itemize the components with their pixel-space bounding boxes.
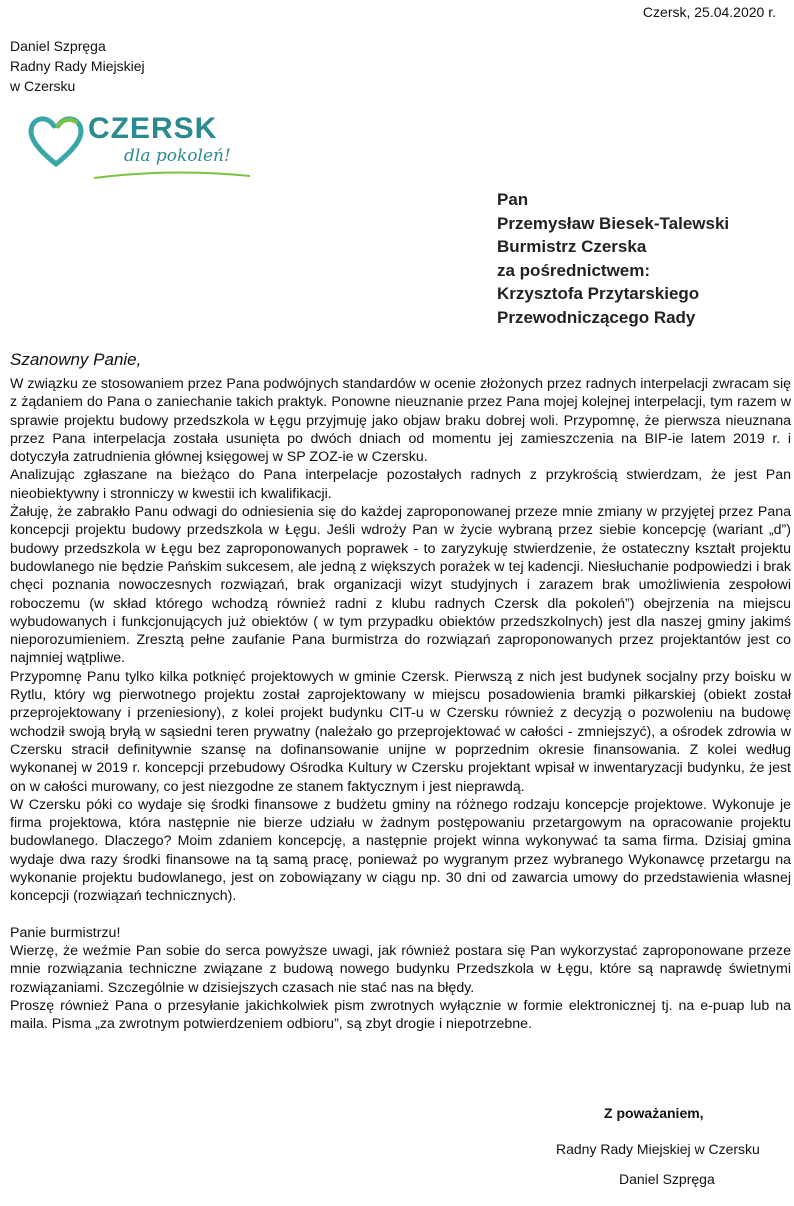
sender-name: Daniel Szpręga	[10, 38, 106, 54]
sender-location: w Czersku	[10, 78, 76, 94]
closing-role: Radny Rady Miejskiej w Czersku	[556, 1141, 760, 1157]
recipient-block	[497, 188, 729, 329]
logo-tagline: dla pokoleń!	[124, 146, 231, 166]
czersk-logo	[26, 110, 246, 180]
body-paragraph: Proszę również Pana o przesyłanie jakichkolwiek pism zwrotnych wyłącznie w formie elektronicznej tj. na e-puap lub na maila. Pisma „za zwrotnym potwierdzeniem odbioru”, są zbyt drogie i niepotrzebne.	[10, 997, 791, 1033]
recipient-line: Pan	[497, 190, 529, 209]
body-paragraph: Wierzę, że weźmie Pan sobie do serca powyższe uwagi, jak również postara się Pan wykorzystać zaproponowane przeze mnie rozwiązania techniczne związane z budową nowego budynku Przedszkola w Łęgu, które są naprawdę świetnymi rozwiązaniami. Szczególnie w dzisiejszych czasach nie stać nas na błędy.	[10, 942, 791, 996]
body-paragraph: W Czersku póki co wydaje się środki finansowe z budżetu gminy na różnego rodzaju koncepcje projektowe. Wykonuje je firma projektowa, która następnie nie bierze udziału w żadnym postępowaniu przetargowym na opracowanie projektu budowlanego. Dlaczego? Moim zdaniem koncepcję, a następnie projekt winna wykonywać ta sama firma. Dzisiaj gmina wydaje dwa razy środki finansowe na tą samą pracę, ponieważ po wygranym przez wybranego Wykonawcę przetargu na wykonanie projektu budowlanego, jest on zobowiązany w ciągu np. 30 dni od zawarcia umowy do przedstawienia własnej koncepcji (rozwiązań technicznych).	[10, 796, 791, 905]
sender-block	[10, 36, 145, 96]
body-paragraph: Analizując zgłaszane na bieżąco do Pana interpelacje pozostałych radnych z przykrością stwierdzam, że jest Pan nieobiektywny i stronniczy w kwestii ich kwalifikacji.	[10, 467, 791, 502]
heart-icon	[26, 114, 86, 170]
signature-name: Daniel Szpręga	[619, 1171, 715, 1187]
recipient-line: Przewodniczącego Rady	[497, 307, 696, 327]
sender-title: Radny Rady Miejskiej	[10, 58, 145, 74]
letter-date: Czersk, 25.04.2020 r.	[642, 4, 776, 20]
body-paragraph: Żałuję, że zabrakło Panu odwagi do odniesienia się do każdej zaproponowanej przeze mnie zmiany w przyjętej przez Pana koncepcji projektu budowy przedszkola w Łęgu. Jeśli wdroży Pan w życie wybraną przez siebie koncepcję (wariant „d”) budowy przedszkola w Łęgu bez zaproponowanych poprawek - to zaryzykuję stwierdzenie, że ostateczny kształt projektu budowlanego nie będzie Pańskim sukcesem, ale jedną z większych porażek w tej kadencji. Niesłuchanie podpowiedzi i brak chęci poznania nowoczesnych rozwiązań, brak organizacji wizyt studyjnych i zarazem brak umożliwienia zespołowi roboczemu (w skład którego wchodzą również radni z klubu radnych Czersk dla pokoleń”) obejrzenia na miejscu wybudowanych i funkcjonujących już obiektów ( w tym przypadku obiektów przedszkolnych) jest dla naszej gminy jakimś nieporozumieniem. Zresztą pełne zaufanie Pana burmistrza do rozwiązań zaproponowanych przez projektantów jest co najmniej wątpliwe.	[10, 504, 791, 667]
body-paragraph: W związku ze stosowaniem przez Pana podwójnych standardów w ocenie złożonych przez radnych interpelacji zwracam się z żądaniem do Pana o zaniechanie takich praktyk. Ponowne nieuznanie przez Pana mojej kolejnej interpelacji, tym razem w sprawie projektu budowy przedszkola w Łęgu przyjmuję jako objaw braku dobrej woli. Przypomnę, że pierwsza nieuznana przez Pana interpelacja została usunięta po dwóch dniach od momentu jej zamieszczenia na BIP-ie latem 2019 r. i dotyczyła zatrudnienia głównej księgowej w SP ZOZ-ie w Czersku.	[10, 376, 791, 466]
logo-name: CZERSK	[88, 112, 218, 145]
recipient-line: Krzysztofa Przytarskiego	[497, 284, 700, 303]
body-paragraph: Przypomnę Panu tylko kilka potknięć projektowych w gminie Czersk. Pierwszą z nich jest budynek socjalny przy boisku w Rytlu, który wg pierwotnego projektu został zaprojektowany w miejscu posadowienia bramki piłkarskiej (obiekt został przeprojektowany i przeniesiony), z kolei projekt budynku CIT-u w Czersku również z decyzją o pozwoleniu na budowę wchodził swoją bryłą w sąsiedni teren prywatny (należało go przeprojektować w całości - zmniejszyć), a ośrodek zdrowia w Czersku stracił definitywnie szansę na dofinansowanie unijne w poprzednim okresie finansowania. Z kolei według wykonanej w 2019 r. koncepcji przebudowy Ośrodka Kultury w Czersku projektant wpisał w inwentaryzacji budynku, że jest on w całości murowany, co jest niezgodne ze stanem faktycznym i jest nieprawdą.	[10, 668, 791, 795]
tagline-swoosh	[92, 170, 252, 180]
body-paragraph: Panie burmistrzu!	[10, 924, 121, 941]
recipient-line: Przemysław Biesek-Talewski	[497, 213, 730, 233]
salutation: Szanowny Panie,	[10, 350, 142, 369]
recipient-line: Burmistrz Czerska	[497, 237, 647, 256]
letter-body	[10, 375, 791, 1033]
closing-regards: Z poważaniem,	[604, 1105, 704, 1121]
recipient-line: za pośrednictwem:	[497, 260, 651, 280]
